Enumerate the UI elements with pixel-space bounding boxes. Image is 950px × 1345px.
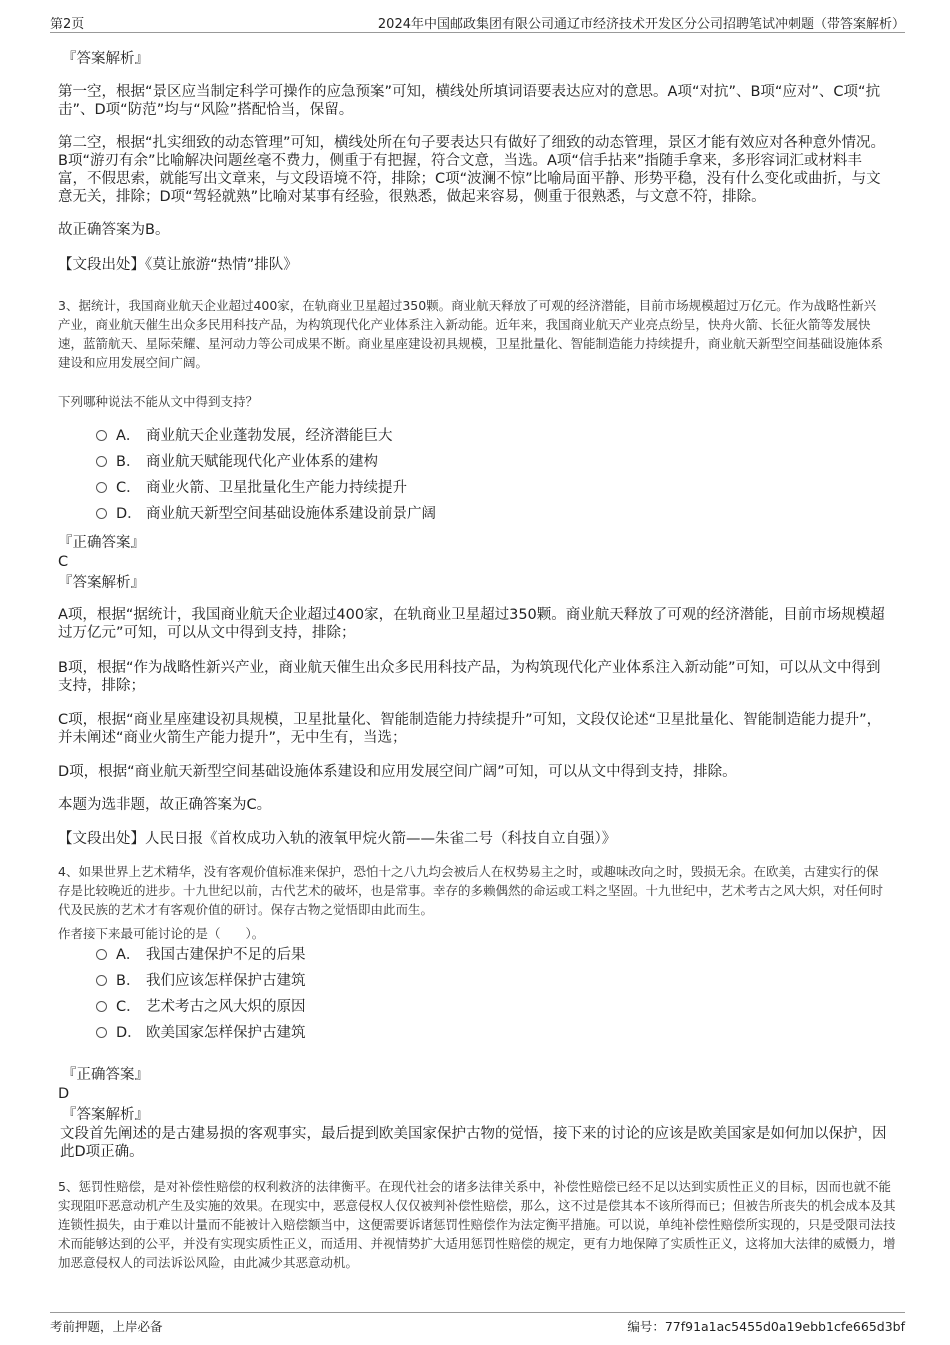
q3-analysis-a: A项，根据“据统计，我国商业航天企业超过400家，在轨商业卫星超过350颗。商业航天释放了可观的经济潜能，目前市场规模超过万亿元”可知，可以从文中得到支持，排除； bbox=[58, 607, 885, 641]
radio-icon[interactable] bbox=[96, 949, 107, 960]
radio-icon[interactable] bbox=[96, 1001, 107, 1012]
q3-stem: 3、据统计，我国商业航天企业超过400家，在轨商业卫星超过350颗。商业航天释放了可观的经济潜能，目前市场规模超过万亿元。作为战略性新兴产业，商业航天催生出众多民用科技产品，为构筑现代化产业体系注入新动能。近年来，我国商业航天产业亮点纷呈，快舟火箭、长征火箭等发展快速，蓝箭航天、星际荣耀、星河动力等公司成果不断。商业星座建设初具规模，卫星批量化、智能制造能力持续提升，商业航天新型空间基础设施体系建设和应用发展空间广阔。 bbox=[58, 298, 884, 370]
q4-option-a[interactable]: A． 我国古建保护不足的后果 bbox=[96, 945, 306, 965]
q3-analysis-label: 『答案解析』 bbox=[58, 575, 145, 591]
document-id: 编号：77f91a1ac5455d0a19ebb1cfe665d3bf bbox=[627, 1319, 905, 1334]
q3-option-b[interactable]: B． 商业航天赋能现代化产业体系的建构 bbox=[96, 452, 378, 472]
q2-source: 【文段出处】《莫让旅游“热情”排队》 bbox=[58, 257, 298, 273]
q4-question: 作者接下来最可能讨论的是（ ）。 bbox=[58, 926, 265, 941]
q4-correct-answer: D bbox=[58, 1086, 70, 1102]
radio-icon[interactable] bbox=[96, 430, 107, 441]
q2-answer-conclusion: 故正确答案为B。 bbox=[58, 222, 170, 238]
radio-icon[interactable] bbox=[96, 975, 107, 986]
q3-answer-conclusion: 本题为选非题，故正确答案为C。 bbox=[58, 797, 272, 813]
page-number: 第2页 bbox=[50, 17, 85, 32]
q3-analysis-c: C项，根据“商业星座建设初具规模，卫星批量化、智能制造能力持续提升”可知，文段仅论述“卫星批量化、智能制造能力提升”，并未阐述“商业火箭生产能力提升”，无中生有，当选； bbox=[58, 712, 882, 746]
q3-analysis-d: D项，根据“商业航天新型空间基础设施体系建设和应用发展空间广阔”可知，可以从文中得到支持，排除。 bbox=[58, 764, 737, 780]
radio-icon[interactable] bbox=[96, 456, 107, 467]
q3-analysis-b: B项，根据“作为战略性新兴产业，商业航天催生出众多民用科技产品，为构筑现代化产业体系注入新动能”可知，可以从文中得到支持，排除； bbox=[58, 660, 881, 694]
q3-correct-label: 『正确答案』 bbox=[58, 535, 145, 551]
q2-analysis-label: 『答案解析』 bbox=[62, 51, 149, 67]
document-title: 2024年中国邮政集团有限公司通辽市经济技术开发区分公司招聘笔试冲刺题（带答案解析） bbox=[377, 17, 905, 32]
q4-analysis: 文段首先阐述的是古建易损的客观事实，最后提到欧美国家保护古物的觉悟，接下来的讨论的应该是欧美国家是如何加以保护，因此D项正确。 bbox=[60, 1126, 887, 1160]
radio-icon[interactable] bbox=[96, 482, 107, 493]
q4-stem: 4、如果世界上艺术精华，没有客观价值标准来保护，恐怕十之八九均会被后人在权势易主之时，或趣味改向之时，毁损无余。在欧美，古建实行的保存是比较晚近的进步。十九世纪以前，古代艺术的破坏，也是常事。幸存的多赖偶然的命运或工料之坚固。十九世纪中，艺术考古之风大炽，对任何时代及民族的艺术才有客观价值的研讨。保存古物之觉悟即由此而生。 bbox=[58, 864, 884, 917]
q3-option-c[interactable]: C． 商业火箭、卫星批量化生产能力持续提升 bbox=[96, 478, 407, 498]
footer-slogan: 考前押题，上岸必备 bbox=[50, 1319, 163, 1334]
q4-option-c[interactable]: C． 艺术考古之风大炽的原因 bbox=[96, 997, 306, 1017]
q3-source: 【文段出处】人民日报《首枚成功入轨的液氧甲烷火箭——朱雀二号（科技自立自强）》 bbox=[58, 831, 617, 847]
q4-option-d[interactable]: D． 欧美国家怎样保护古建筑 bbox=[96, 1023, 306, 1043]
radio-icon[interactable] bbox=[96, 1027, 107, 1038]
q4-correct-label: 『正确答案』 bbox=[62, 1067, 149, 1083]
q4-analysis-label: 『答案解析』 bbox=[62, 1107, 149, 1123]
page-header bbox=[50, 12, 905, 33]
radio-icon[interactable] bbox=[96, 508, 107, 519]
q3-question: 下列哪种说法不能从文中得到支持？ bbox=[58, 394, 259, 409]
q2-analysis-p1: 第一空，根据“景区应当制定科学可操作的应急预案”可知，横线处所填词语要表达应对的意思。A项“对抗”、B项“应对”、C项“抗击”、D项“防范”均与“风险”搭配恰当，保留。 bbox=[58, 84, 881, 118]
q4-option-b[interactable]: B． 我们应该怎样保护古建筑 bbox=[96, 971, 306, 991]
q2-analysis-p2: 第二空，根据“扎实细致的动态管理”可知，横线处所在句子要表达只有做好了细致的动态管理，景区才能有效应对各种意外情况。B项“游刃有余”比喻解决问题丝毫不费力，侧重于有把握，符合文意，当选。A项“信手拈来”指随手拿来，多形容词汇或材料丰富，不假思索，就能写出文章来，与文段语境不符，排除；C项“波澜不惊”比喻局面平静、形势平稳，没有什么变化或曲折，与文意无关，排除；D项“驾轻就熟”比喻对某事有经验，很熟悉，做起来容易，侧重于很熟悉，与文意不符，排除。 bbox=[58, 135, 886, 205]
q3-option-d[interactable]: D． 商业航天新型空间基础设施体系建设前景广阔 bbox=[96, 504, 436, 524]
q3-correct-answer: C bbox=[58, 554, 69, 570]
page-footer bbox=[50, 1312, 905, 1335]
q3-option-a[interactable]: A． 商业航天企业蓬勃发展，经济潜能巨大 bbox=[96, 426, 393, 446]
q5-stem: 5、惩罚性赔偿，是对补偿性赔偿的权利救济的法律衡平。在现代社会的诸多法律关系中，补偿性赔偿已经不足以达到实质性正义的目标，因而也就不能实现阻吓恶意动机产生及实施的效果。在现实中，恶意侵权人仅仅被判补偿性赔偿，那么，这不过是偿其本不该所得而已；但被告所丧失的机会成本及其连锁性损失，由于难以计量而不能被计入赔偿额当中，这便需要诉诸惩罚性赔偿作为法定衡平措施。可以说，单纯补偿性赔偿所实现的，只是受限司法技术而能够达到的公平，并没有实现实质性正义，而适用、并视情势扩大适用惩罚性赔偿的规定，更有力地保障了实质性正义，这将加大法律的威慑力，增加恶意侵权人的司法诉讼风险，由此减少其恶意动机。 bbox=[58, 1179, 896, 1270]
